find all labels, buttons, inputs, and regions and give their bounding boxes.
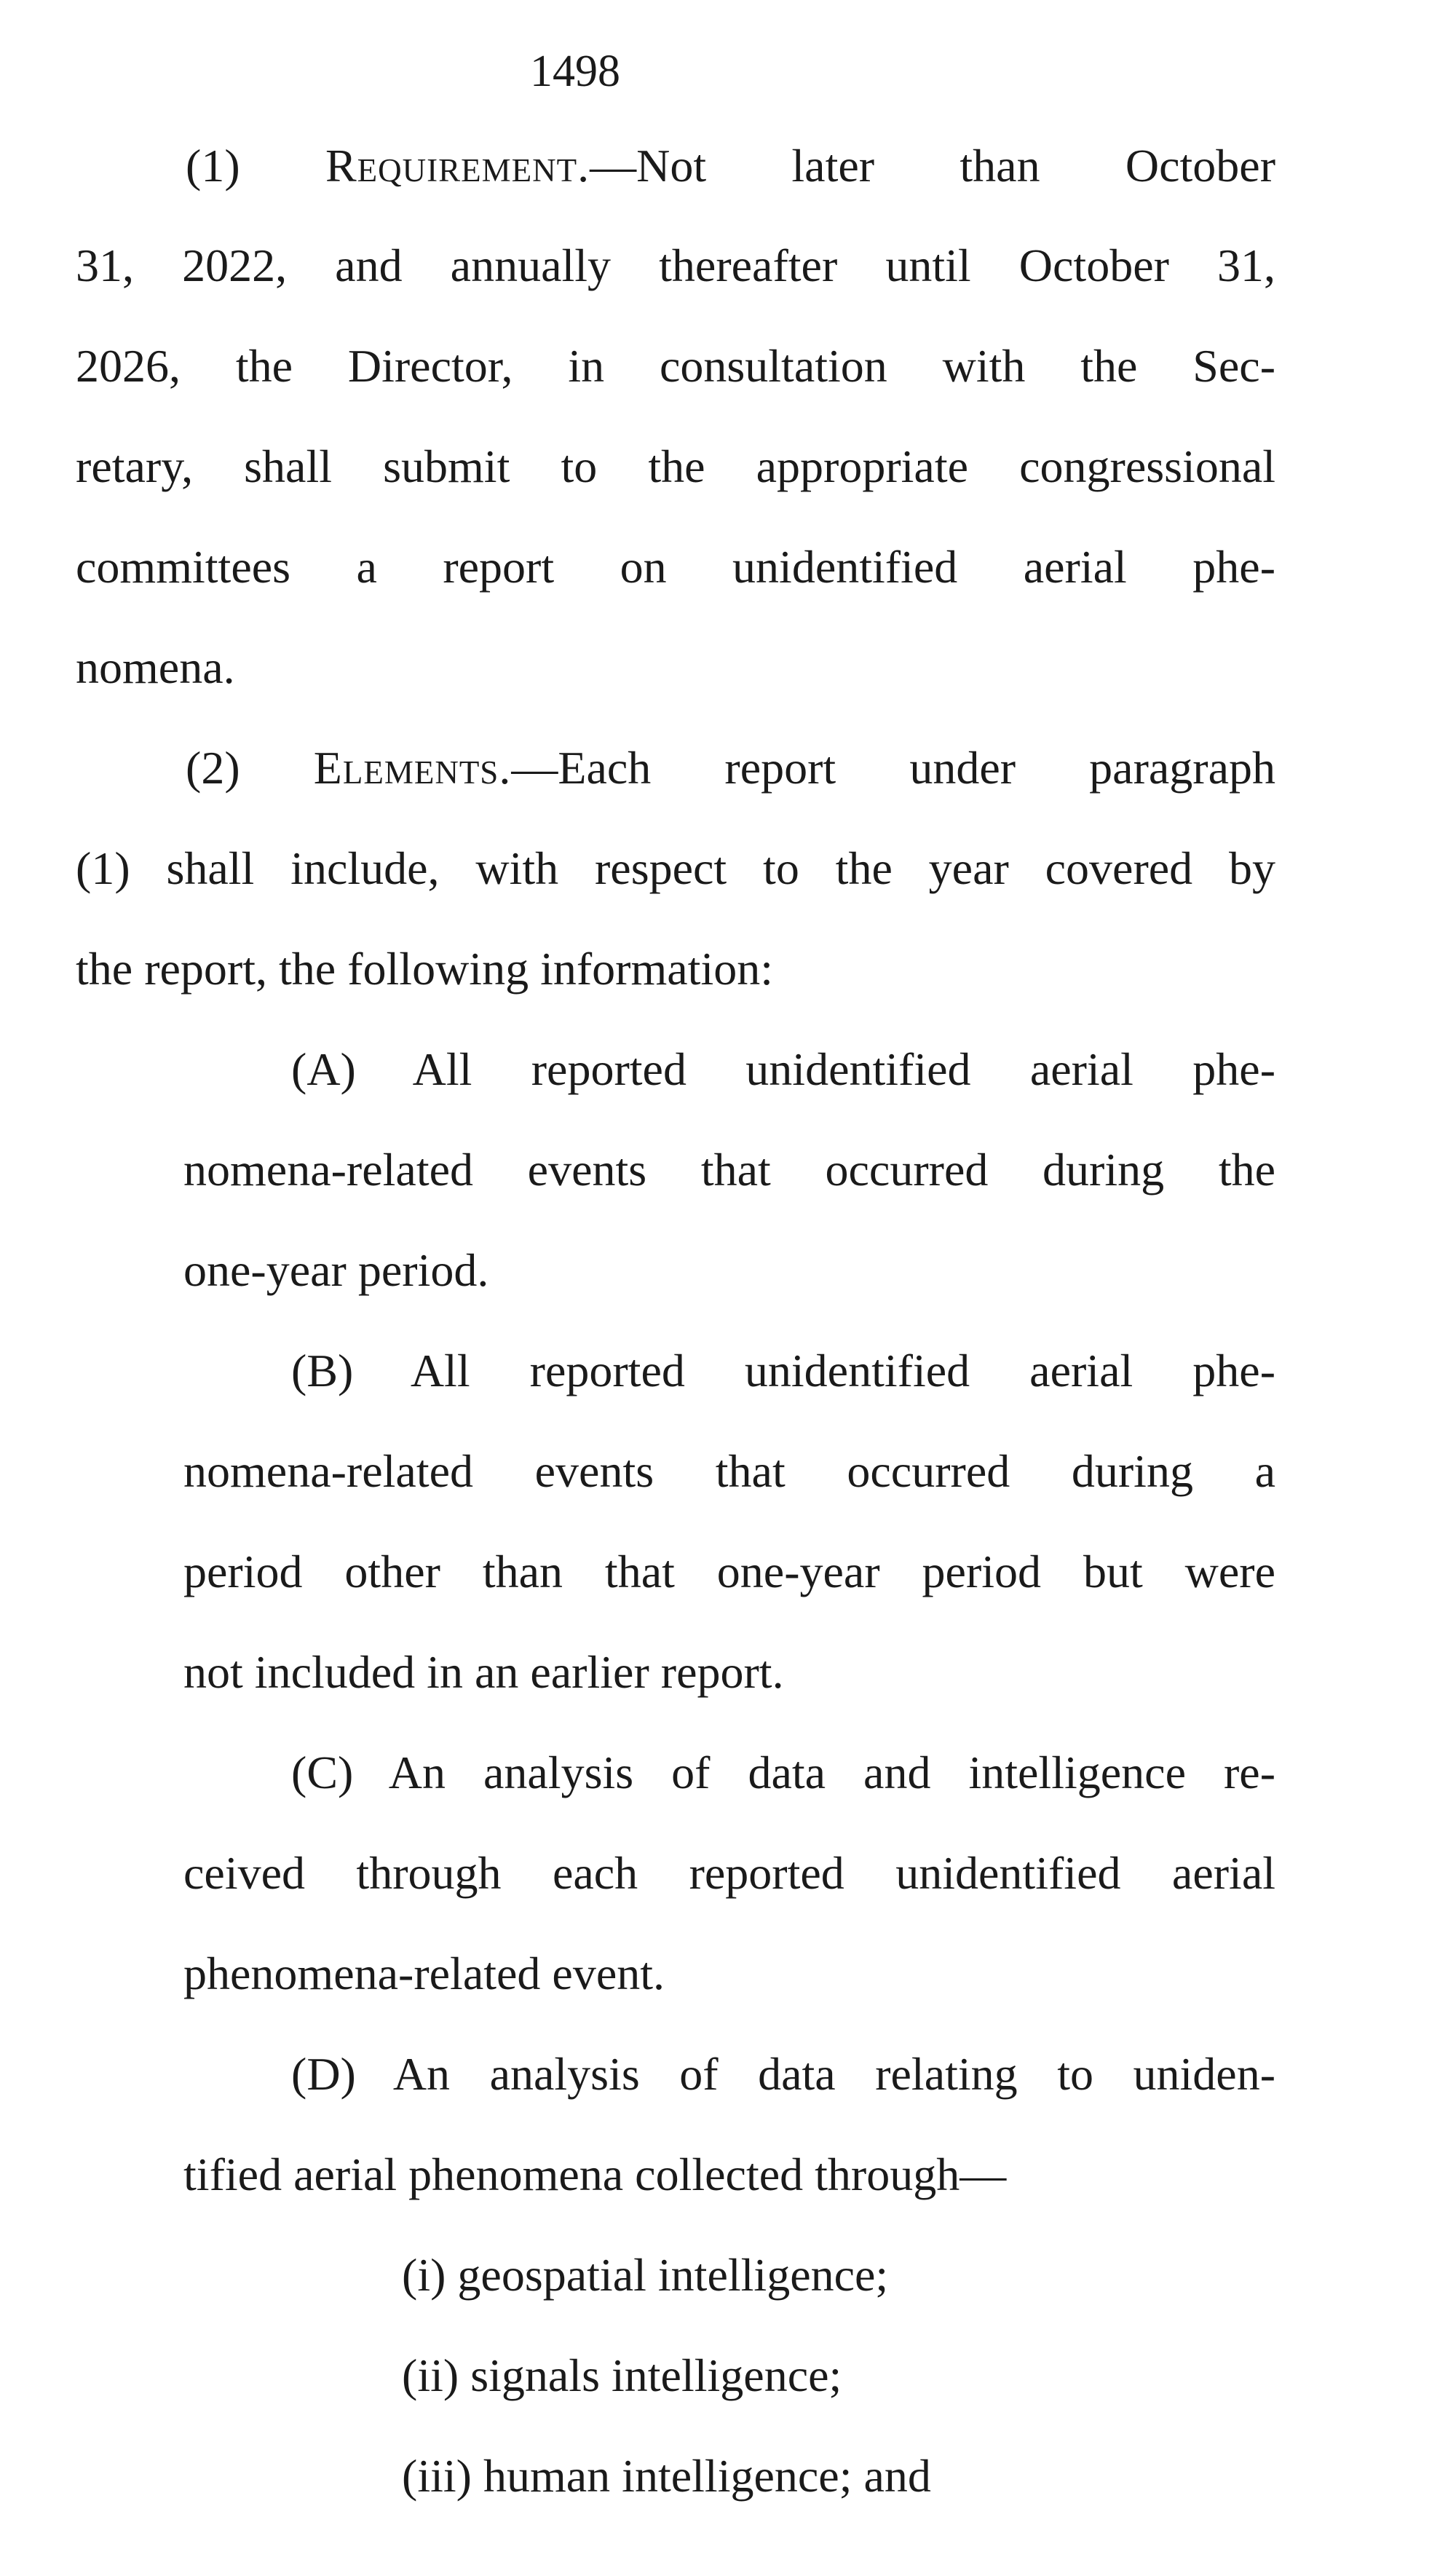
subparagraph-a-line-1: (A) All reported unidentified aerial phe- [291, 1043, 1275, 1095]
paragraph-1-line-5: committees a report on unidentified aerial phe- [76, 541, 1275, 593]
subparagraph-c-line-2: ceived through each reported unidentified aerial [183, 1847, 1275, 1899]
paragraph-heading: Requirement. [325, 140, 590, 191]
paragraph-1-line-1 [186, 126, 1275, 206]
paragraph-number: (1) [186, 140, 325, 191]
paragraph-1-line-3: 2026, the Director, in consultation with the Sec- [76, 340, 1275, 392]
paragraph-1-line-6: nomena. [76, 641, 235, 693]
subparagraph-b-line-2: nomena-related events that occurred during a [183, 1445, 1275, 1497]
page-number: 1498 [530, 47, 620, 96]
subparagraph-b-line-1: (B) All reported unidentified aerial phe- [291, 1345, 1275, 1396]
paragraph-1-line-4: retary, shall submit to the appropriate congressional [76, 440, 1275, 492]
clause-ii: (ii) signals intelligence; [402, 2349, 842, 2401]
subparagraph-c-line-1: (C) An analysis of data and intelligence re- [291, 1747, 1275, 1798]
subparagraph-c-line-3: phenomena-related event. [183, 1948, 665, 1999]
paragraph-number: (2) [186, 742, 314, 794]
paragraph-2-line-3: the report, the following information: [76, 943, 773, 995]
paragraph-heading: Elements. [313, 742, 512, 794]
clause-iii: (iii) human intelligence; and [402, 2450, 931, 2502]
paragraph-text: —Each report under paragraph [511, 742, 1275, 794]
subparagraph-d-line-1: (D) An analysis of data relating to uniden- [291, 2048, 1275, 2100]
subparagraph-b-line-3: period other than that one-year period but were [183, 1546, 1275, 1597]
clause-i: (i) geospatial intelligence; [402, 2249, 889, 2301]
paragraph-2-line-2: (1) shall include, with respect to the year covered by [76, 842, 1275, 894]
paragraph-text: —Not later than October [590, 140, 1276, 191]
subparagraph-a-line-2: nomena-related events that occurred during the [183, 1144, 1275, 1195]
paragraph-1-line-2: 31, 2022, and annually thereafter until October 31, [76, 240, 1275, 291]
paragraph-2-line-1 [186, 728, 1275, 808]
subparagraph-d-line-2: tified aerial phenomena collected through— [183, 2149, 1007, 2200]
subparagraph-a-line-3: one-year period. [183, 1244, 489, 1296]
subparagraph-b-line-4: not included in an earlier report. [183, 1646, 784, 1698]
